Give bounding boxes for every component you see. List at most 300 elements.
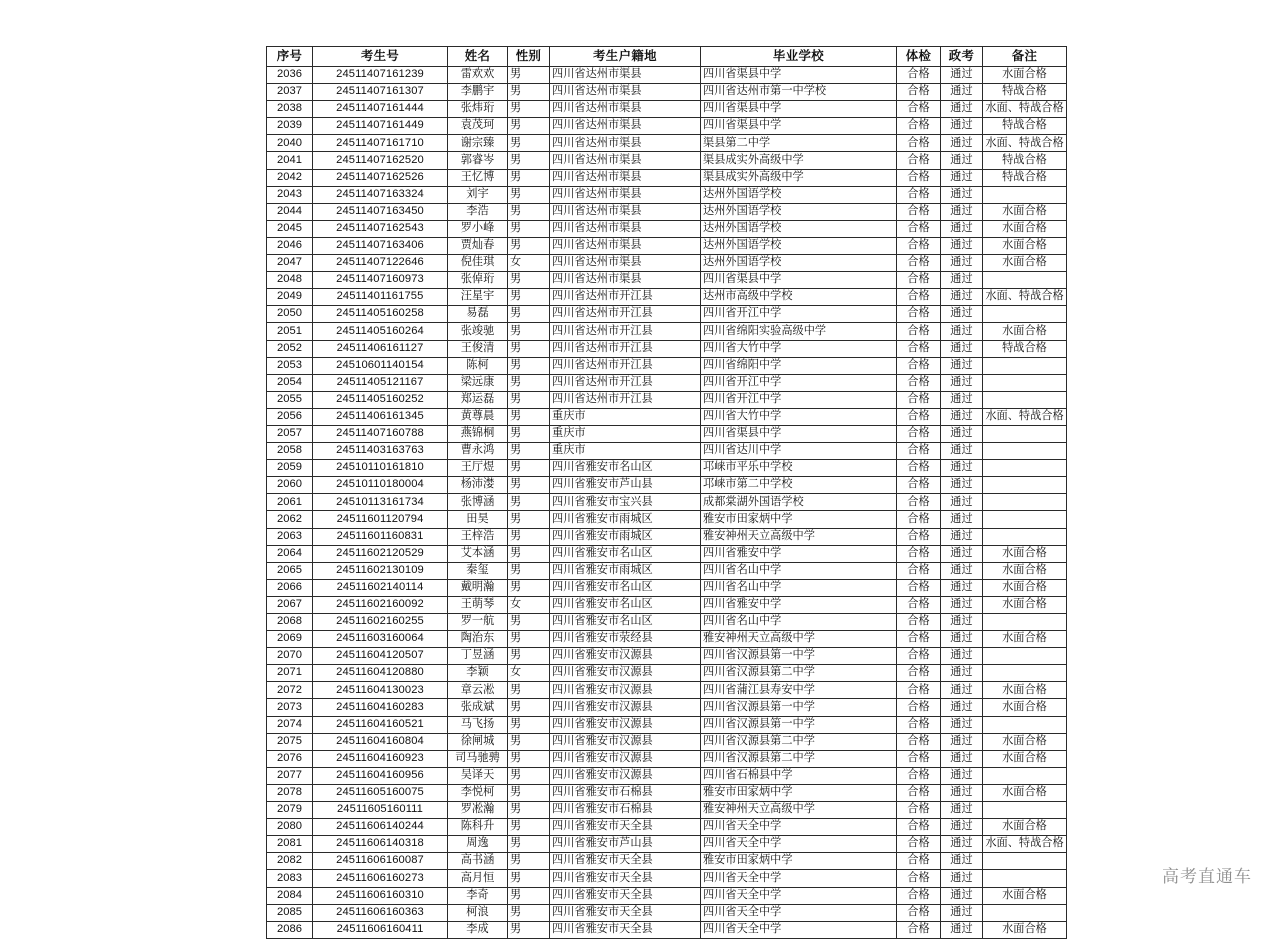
cell-polit: 通过	[941, 784, 983, 801]
cell-school: 四川省天全中学	[701, 819, 897, 836]
cell-exam: 24511407162526	[313, 169, 448, 186]
cell-phys: 合格	[897, 579, 941, 596]
cell-domi: 四川省达州市开江县	[550, 289, 701, 306]
cell-exam: 24511604160521	[313, 716, 448, 733]
cell-exam: 24511602120529	[313, 545, 448, 562]
cell-school: 达州外国语学校	[701, 203, 897, 220]
cell-note: 水面合格	[983, 545, 1067, 562]
cell-school: 四川省名山中学	[701, 562, 897, 579]
cell-idx: 2046	[267, 237, 313, 254]
cell-phys: 合格	[897, 870, 941, 887]
cell-sex: 女	[508, 596, 550, 613]
cell-exam: 24511407160973	[313, 272, 448, 289]
cell-polit: 通过	[941, 716, 983, 733]
cell-exam: 24511604130023	[313, 682, 448, 699]
cell-name: 高月恒	[448, 870, 508, 887]
cell-name: 秦玺	[448, 562, 508, 579]
cell-exam: 24511407160788	[313, 425, 448, 442]
cell-sex: 男	[508, 67, 550, 84]
table-row	[267, 819, 1067, 836]
cell-school: 达州外国语学校	[701, 237, 897, 254]
column-header-name: 姓名	[448, 47, 508, 67]
cell-idx: 2077	[267, 767, 313, 784]
cell-domi: 四川省达州市渠县	[550, 255, 701, 272]
cell-exam: 24511407161710	[313, 135, 448, 152]
table-row	[267, 665, 1067, 682]
table-row	[267, 904, 1067, 921]
cell-domi: 四川省达州市开江县	[550, 340, 701, 357]
cell-exam: 24511405160258	[313, 306, 448, 323]
cell-note: 水面、特战合格	[983, 101, 1067, 118]
table-row	[267, 545, 1067, 562]
cell-school: 四川省绵阳中学	[701, 357, 897, 374]
cell-exam: 24511407162520	[313, 152, 448, 169]
cell-domi: 四川省雅安市芦山县	[550, 477, 701, 494]
cell-note	[983, 460, 1067, 477]
cell-school: 四川省渠县中学	[701, 101, 897, 118]
cell-note	[983, 186, 1067, 203]
cell-exam: 24511406161127	[313, 340, 448, 357]
cell-polit: 通过	[941, 306, 983, 323]
cell-sex: 男	[508, 84, 550, 101]
cell-polit: 通过	[941, 152, 983, 169]
cell-name: 贾灿春	[448, 237, 508, 254]
table-row	[267, 614, 1067, 631]
cell-name: 周逸	[448, 836, 508, 853]
cell-note: 水面合格	[983, 67, 1067, 84]
cell-school: 四川省天全中学	[701, 887, 897, 904]
table-row	[267, 733, 1067, 750]
cell-domi: 四川省雅安市天全县	[550, 819, 701, 836]
cell-name: 雷欢欢	[448, 67, 508, 84]
cell-school: 四川省汉源县第二中学	[701, 750, 897, 767]
cell-name: 李颖	[448, 665, 508, 682]
cell-sex: 男	[508, 767, 550, 784]
cell-name: 汪星宇	[448, 289, 508, 306]
cell-sex: 男	[508, 391, 550, 408]
cell-phys: 合格	[897, 631, 941, 648]
cell-note	[983, 511, 1067, 528]
table-row	[267, 921, 1067, 938]
cell-polit: 通过	[941, 870, 983, 887]
cell-polit: 通过	[941, 545, 983, 562]
cell-polit: 通过	[941, 374, 983, 391]
table-row	[267, 135, 1067, 152]
cell-exam: 24511604120880	[313, 665, 448, 682]
cell-name: 杨沛漤	[448, 477, 508, 494]
table-row	[267, 887, 1067, 904]
cell-idx: 2050	[267, 306, 313, 323]
cell-idx: 2055	[267, 391, 313, 408]
cell-exam: 24511407161444	[313, 101, 448, 118]
cell-domi: 四川省达州市渠县	[550, 272, 701, 289]
cell-sex: 男	[508, 203, 550, 220]
cell-polit: 通过	[941, 340, 983, 357]
cell-domi: 四川省雅安市汉源县	[550, 750, 701, 767]
cell-school: 四川省汉源县第一中学	[701, 648, 897, 665]
cell-domi: 四川省达州市渠县	[550, 220, 701, 237]
cell-name: 张博涵	[448, 494, 508, 511]
cell-note: 水面合格	[983, 562, 1067, 579]
cell-note: 水面合格	[983, 819, 1067, 836]
cell-exam: 24511405160252	[313, 391, 448, 408]
cell-school: 四川省汉源县第一中学	[701, 699, 897, 716]
cell-exam: 24511605160075	[313, 784, 448, 801]
cell-note: 水面、特战合格	[983, 135, 1067, 152]
cell-school: 邛崃市第二中学校	[701, 477, 897, 494]
cell-idx: 2081	[267, 836, 313, 853]
cell-name: 田昊	[448, 511, 508, 528]
candidate-roster-table	[266, 46, 1067, 939]
cell-name: 罗小峰	[448, 220, 508, 237]
cell-phys: 合格	[897, 614, 941, 631]
cell-domi: 四川省雅安市天全县	[550, 904, 701, 921]
cell-domi: 四川省达州市渠县	[550, 67, 701, 84]
cell-domi: 四川省达州市开江县	[550, 357, 701, 374]
cell-note: 水面合格	[983, 323, 1067, 340]
cell-idx: 2040	[267, 135, 313, 152]
watermark-text: 高考直通车	[1162, 867, 1252, 887]
column-header-exam: 考生号	[313, 47, 448, 67]
cell-exam: 24511401161755	[313, 289, 448, 306]
cell-polit: 通过	[941, 237, 983, 254]
cell-sex: 男	[508, 169, 550, 186]
cell-idx: 2037	[267, 84, 313, 101]
cell-idx: 2072	[267, 682, 313, 699]
cell-polit: 通过	[941, 750, 983, 767]
cell-exam: 24511604160283	[313, 699, 448, 716]
cell-polit: 通过	[941, 255, 983, 272]
cell-domi: 四川省达州市开江县	[550, 306, 701, 323]
cell-sex: 男	[508, 306, 550, 323]
cell-polit: 通过	[941, 289, 983, 306]
cell-domi: 四川省雅安市名山区	[550, 596, 701, 613]
cell-school: 雅安神州天立高级中学	[701, 802, 897, 819]
cell-sex: 女	[508, 255, 550, 272]
cell-sex: 男	[508, 272, 550, 289]
cell-idx: 2062	[267, 511, 313, 528]
cell-domi: 四川省达州市渠县	[550, 101, 701, 118]
cell-note	[983, 853, 1067, 870]
cell-note: 水面合格	[983, 631, 1067, 648]
cell-phys: 合格	[897, 237, 941, 254]
cell-exam: 24511407162543	[313, 220, 448, 237]
cell-idx: 2051	[267, 323, 313, 340]
table-row	[267, 596, 1067, 613]
cell-polit: 通过	[941, 631, 983, 648]
cell-note	[983, 802, 1067, 819]
column-header-note: 备注	[983, 47, 1067, 67]
cell-idx: 2066	[267, 579, 313, 596]
cell-domi: 四川省达州市渠县	[550, 84, 701, 101]
cell-domi: 四川省雅安市汉源县	[550, 716, 701, 733]
cell-idx: 2054	[267, 374, 313, 391]
cell-polit: 通过	[941, 887, 983, 904]
roster-table-container	[266, 46, 1064, 939]
cell-note: 水面合格	[983, 784, 1067, 801]
cell-domi: 四川省雅安市名山区	[550, 460, 701, 477]
table-row	[267, 186, 1067, 203]
cell-school: 四川省名山中学	[701, 614, 897, 631]
cell-school: 雅安市田家炳中学	[701, 784, 897, 801]
cell-note	[983, 904, 1067, 921]
cell-note: 水面合格	[983, 699, 1067, 716]
cell-name: 燕锦桐	[448, 425, 508, 442]
cell-polit: 通过	[941, 682, 983, 699]
cell-idx: 2065	[267, 562, 313, 579]
cell-domi: 四川省雅安市天全县	[550, 853, 701, 870]
cell-phys: 合格	[897, 289, 941, 306]
cell-domi: 四川省雅安市天全县	[550, 870, 701, 887]
cell-note	[983, 306, 1067, 323]
cell-idx: 2036	[267, 67, 313, 84]
table-row	[267, 460, 1067, 477]
cell-domi: 四川省达州市开江县	[550, 323, 701, 340]
cell-sex: 男	[508, 921, 550, 938]
cell-idx: 2060	[267, 477, 313, 494]
column-header-school: 毕业学校	[701, 47, 897, 67]
cell-name: 戴明瀚	[448, 579, 508, 596]
cell-exam: 24511602160092	[313, 596, 448, 613]
cell-polit: 通过	[941, 203, 983, 220]
table-row	[267, 118, 1067, 135]
cell-note: 水面合格	[983, 255, 1067, 272]
cell-polit: 通过	[941, 494, 983, 511]
cell-domi: 四川省雅安市宝兴县	[550, 494, 701, 511]
cell-polit: 通过	[941, 614, 983, 631]
cell-polit: 通过	[941, 443, 983, 460]
cell-exam: 24511407163406	[313, 237, 448, 254]
cell-school: 雅安市田家炳中学	[701, 511, 897, 528]
cell-school: 四川省大竹中学	[701, 408, 897, 425]
cell-school: 四川省天全中学	[701, 921, 897, 938]
cell-sex: 男	[508, 562, 550, 579]
cell-sex: 男	[508, 853, 550, 870]
cell-phys: 合格	[897, 545, 941, 562]
cell-domi: 四川省雅安市汉源县	[550, 699, 701, 716]
cell-idx: 2059	[267, 460, 313, 477]
cell-domi: 四川省达州市渠县	[550, 118, 701, 135]
cell-sex: 男	[508, 357, 550, 374]
cell-domi: 四川省雅安市石棉县	[550, 802, 701, 819]
table-row	[267, 511, 1067, 528]
cell-exam: 24510601140154	[313, 357, 448, 374]
cell-exam: 24511606160273	[313, 870, 448, 887]
cell-domi: 四川省雅安市名山区	[550, 545, 701, 562]
table-row	[267, 443, 1067, 460]
cell-name: 丁昱涵	[448, 648, 508, 665]
cell-phys: 合格	[897, 921, 941, 938]
cell-idx: 2048	[267, 272, 313, 289]
cell-sex: 男	[508, 904, 550, 921]
cell-phys: 合格	[897, 67, 941, 84]
cell-idx: 2086	[267, 921, 313, 938]
cell-school: 四川省汉源县第一中学	[701, 716, 897, 733]
cell-note	[983, 665, 1067, 682]
cell-exam: 24511403163763	[313, 443, 448, 460]
cell-idx: 2079	[267, 802, 313, 819]
cell-polit: 通过	[941, 596, 983, 613]
cell-name: 王忆博	[448, 169, 508, 186]
cell-school: 四川省渠县中学	[701, 67, 897, 84]
cell-sex: 男	[508, 425, 550, 442]
cell-polit: 通过	[941, 323, 983, 340]
cell-phys: 合格	[897, 306, 941, 323]
cell-domi: 四川省雅安市名山区	[550, 614, 701, 631]
cell-phys: 合格	[897, 648, 941, 665]
cell-name: 罗一航	[448, 614, 508, 631]
cell-idx: 2075	[267, 733, 313, 750]
cell-school: 四川省天全中学	[701, 836, 897, 853]
cell-phys: 合格	[897, 357, 941, 374]
cell-idx: 2073	[267, 699, 313, 716]
cell-idx: 2061	[267, 494, 313, 511]
table-row	[267, 272, 1067, 289]
cell-polit: 通过	[941, 511, 983, 528]
cell-note: 水面合格	[983, 750, 1067, 767]
cell-domi: 四川省雅安市雨城区	[550, 528, 701, 545]
table-row	[267, 323, 1067, 340]
cell-exam: 24511604120507	[313, 648, 448, 665]
cell-sex: 男	[508, 614, 550, 631]
table-row	[267, 528, 1067, 545]
cell-name: 王俊清	[448, 340, 508, 357]
cell-sex: 男	[508, 631, 550, 648]
cell-note	[983, 614, 1067, 631]
cell-name: 曹永鸿	[448, 443, 508, 460]
cell-school: 四川省渠县中学	[701, 118, 897, 135]
cell-domi: 四川省雅安市荥经县	[550, 631, 701, 648]
cell-idx: 2044	[267, 203, 313, 220]
cell-exam: 24510113161734	[313, 494, 448, 511]
cell-school: 邛崃市平乐中学校	[701, 460, 897, 477]
cell-polit: 通过	[941, 648, 983, 665]
cell-note: 特战合格	[983, 84, 1067, 101]
cell-domi: 四川省达州市渠县	[550, 135, 701, 152]
column-header-phys: 体检	[897, 47, 941, 67]
cell-idx: 2085	[267, 904, 313, 921]
cell-note: 特战合格	[983, 118, 1067, 135]
cell-exam: 24511405160264	[313, 323, 448, 340]
cell-polit: 通过	[941, 357, 983, 374]
cell-phys: 合格	[897, 819, 941, 836]
cell-exam: 24510110180004	[313, 477, 448, 494]
cell-sex: 男	[508, 682, 550, 699]
cell-sex: 男	[508, 443, 550, 460]
cell-name: 王厅煜	[448, 460, 508, 477]
cell-exam: 24511606160411	[313, 921, 448, 938]
cell-phys: 合格	[897, 511, 941, 528]
cell-domi: 重庆市	[550, 443, 701, 460]
cell-school: 四川省汉源县第二中学	[701, 733, 897, 750]
cell-domi: 四川省达州市渠县	[550, 169, 701, 186]
cell-domi: 四川省雅安市汉源县	[550, 682, 701, 699]
cell-exam: 24510110161810	[313, 460, 448, 477]
cell-domi: 四川省达州市渠县	[550, 237, 701, 254]
cell-idx: 2084	[267, 887, 313, 904]
cell-phys: 合格	[897, 853, 941, 870]
cell-phys: 合格	[897, 255, 941, 272]
cell-sex: 男	[508, 237, 550, 254]
cell-phys: 合格	[897, 460, 941, 477]
cell-name: 郭睿岑	[448, 152, 508, 169]
cell-phys: 合格	[897, 477, 941, 494]
cell-idx: 2076	[267, 750, 313, 767]
cell-idx: 2047	[267, 255, 313, 272]
cell-phys: 合格	[897, 767, 941, 784]
cell-polit: 通过	[941, 699, 983, 716]
cell-note: 特战合格	[983, 169, 1067, 186]
cell-name: 李浩	[448, 203, 508, 220]
cell-sex: 女	[508, 665, 550, 682]
cell-idx: 2041	[267, 152, 313, 169]
cell-note: 水面合格	[983, 733, 1067, 750]
cell-note	[983, 716, 1067, 733]
table-row	[267, 836, 1067, 853]
cell-sex: 男	[508, 118, 550, 135]
cell-school: 雅安市田家炳中学	[701, 853, 897, 870]
cell-idx: 2068	[267, 614, 313, 631]
cell-name: 王梓浩	[448, 528, 508, 545]
cell-school: 四川省绵阳实验高级中学	[701, 323, 897, 340]
cell-note: 水面、特战合格	[983, 289, 1067, 306]
cell-polit: 通过	[941, 101, 983, 118]
cell-note	[983, 648, 1067, 665]
cell-polit: 通过	[941, 118, 983, 135]
cell-note: 水面合格	[983, 237, 1067, 254]
cell-note: 特战合格	[983, 340, 1067, 357]
cell-note: 水面合格	[983, 203, 1067, 220]
table-row	[267, 494, 1067, 511]
table-row	[267, 289, 1067, 306]
cell-school: 四川省开江中学	[701, 374, 897, 391]
cell-note	[983, 272, 1067, 289]
table-row	[267, 306, 1067, 323]
cell-idx: 2039	[267, 118, 313, 135]
cell-idx: 2064	[267, 545, 313, 562]
cell-sex: 男	[508, 802, 550, 819]
cell-phys: 合格	[897, 169, 941, 186]
cell-domi: 四川省雅安市汉源县	[550, 665, 701, 682]
cell-domi: 四川省雅安市雨城区	[550, 562, 701, 579]
table-row	[267, 391, 1067, 408]
cell-polit: 通过	[941, 767, 983, 784]
cell-phys: 合格	[897, 443, 941, 460]
cell-phys: 合格	[897, 802, 941, 819]
table-row	[267, 220, 1067, 237]
cell-sex: 男	[508, 511, 550, 528]
cell-polit: 通过	[941, 562, 983, 579]
cell-sex: 男	[508, 135, 550, 152]
table-body	[267, 67, 1067, 939]
cell-sex: 男	[508, 579, 550, 596]
cell-phys: 合格	[897, 220, 941, 237]
cell-exam: 24511606140318	[313, 836, 448, 853]
table-row	[267, 67, 1067, 84]
cell-note: 水面合格	[983, 220, 1067, 237]
cell-school: 四川省石棉县中学	[701, 767, 897, 784]
cell-polit: 通过	[941, 186, 983, 203]
cell-sex: 男	[508, 477, 550, 494]
cell-name: 刘宇	[448, 186, 508, 203]
cell-sex: 男	[508, 716, 550, 733]
table-row	[267, 374, 1067, 391]
cell-note	[983, 425, 1067, 442]
cell-domi: 四川省雅安市汉源县	[550, 767, 701, 784]
cell-exam: 24511606140244	[313, 819, 448, 836]
table-row	[267, 562, 1067, 579]
cell-phys: 合格	[897, 323, 941, 340]
